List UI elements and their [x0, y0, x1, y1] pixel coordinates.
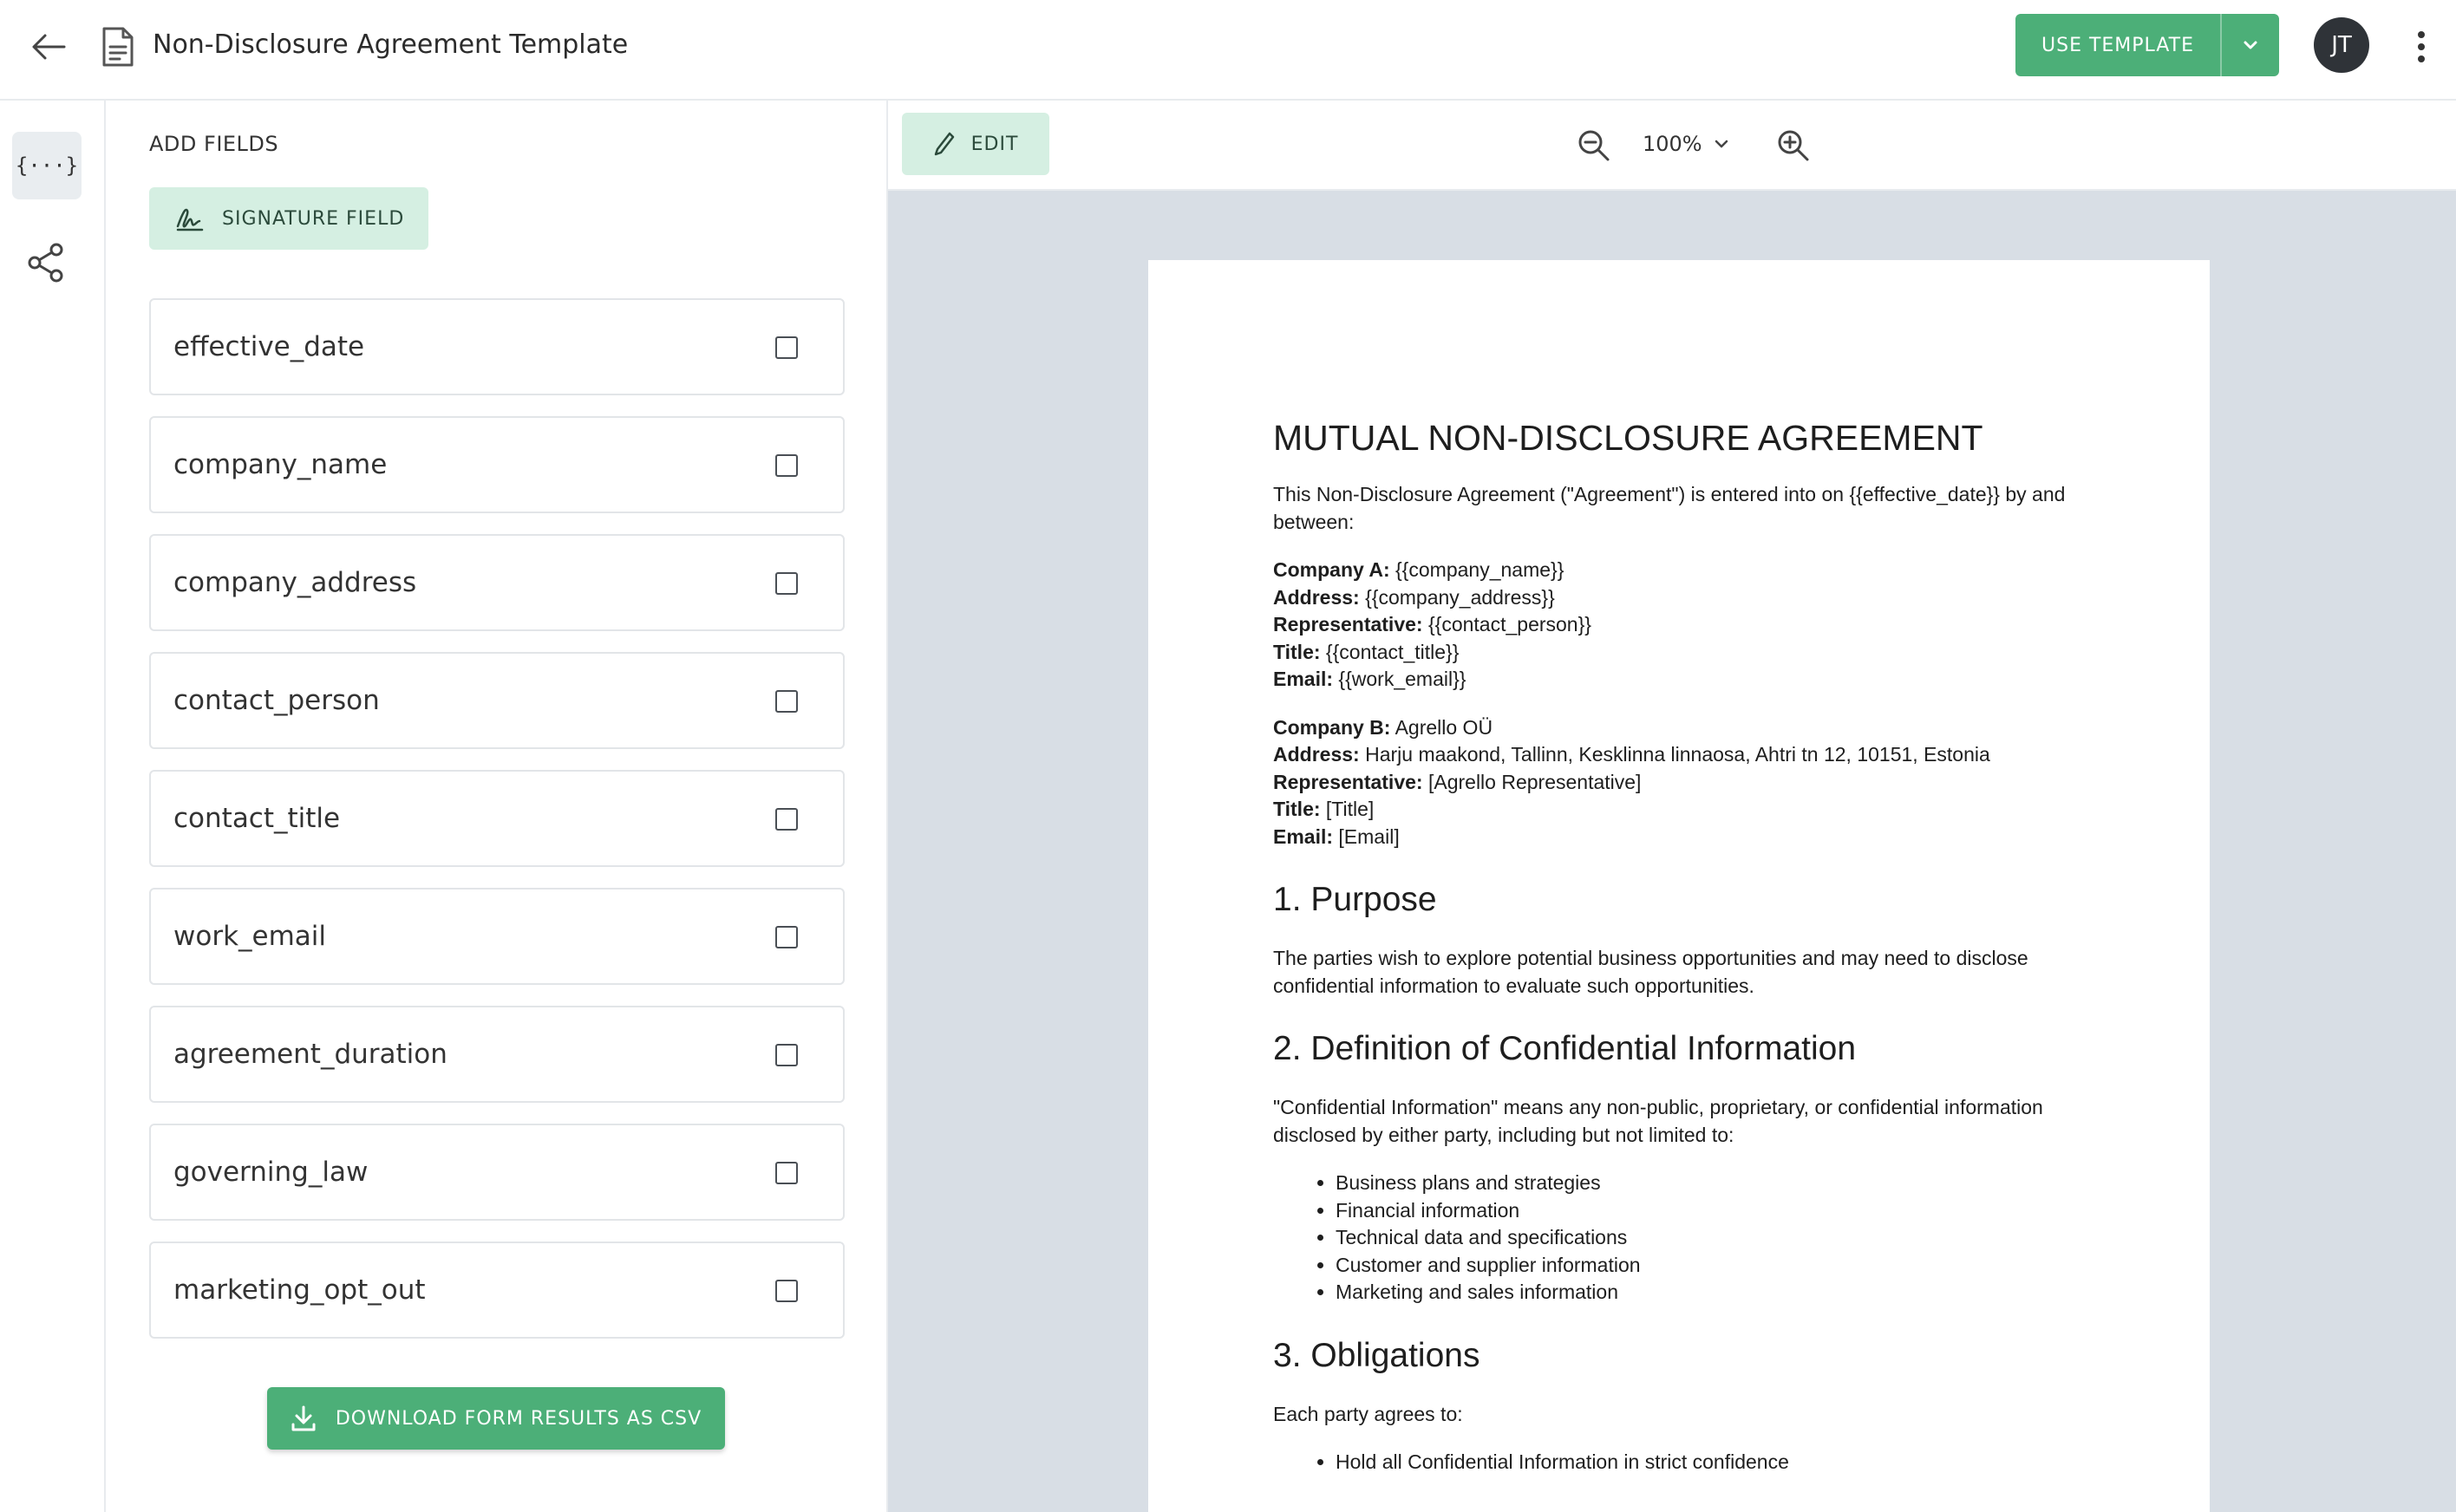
left-rail: [0, 101, 106, 1512]
section-list: [1336, 1449, 2088, 1476]
kv-value: {{company_address}}: [1359, 585, 1555, 609]
download-csv-label: DOWNLOAD FORM RESULTS AS CSV: [335, 1407, 702, 1430]
list-item: • Technical data and specifications: [1336, 1224, 2088, 1252]
kv-key: Email:: [1273, 824, 1334, 848]
field-checkbox[interactable]: [775, 808, 798, 831]
kv-key: Address:: [1273, 743, 1360, 766]
field-checkbox[interactable]: [775, 1162, 798, 1184]
share-icon: [27, 242, 65, 284]
document-icon: [99, 26, 137, 68]
field-checkbox[interactable]: [775, 454, 798, 477]
signature-icon: [175, 205, 205, 231]
kv-value: [Title]: [1320, 798, 1375, 820]
company-b-line: [1273, 769, 2088, 797]
arrow-left-icon: [31, 33, 66, 61]
field-list: [149, 298, 845, 1359]
field-checkbox[interactable]: [775, 336, 798, 359]
zoom-level-select[interactable]: [1643, 132, 1728, 156]
kv-key: Title:: [1273, 798, 1321, 820]
company-a-line: [1273, 557, 2088, 584]
zoom-out-button[interactable]: [1573, 125, 1615, 166]
field-label: company_address: [173, 567, 417, 598]
more-vertical-icon: [2416, 29, 2427, 64]
variables-icon: {···}: [15, 153, 79, 178]
kv-key: Email:: [1273, 668, 1334, 690]
download-icon: [291, 1404, 317, 1432]
field-item-marketing-opt-out[interactable]: [149, 1242, 845, 1339]
kv-key: Address:: [1273, 585, 1360, 609]
signature-field-button[interactable]: [149, 187, 428, 250]
company-a-line: [1273, 639, 2088, 667]
kv-value: {{work_email}}: [1333, 668, 1466, 690]
document-intro: This Non-Disclosure Agreement ("Agreement") is entered into on {{effective_date}} by and between:: [1273, 483, 2066, 533]
kv-value: {{contact_title}}: [1320, 640, 1460, 663]
section-heading: 2. Definition of Confidential Information: [1273, 1030, 1857, 1067]
list-item: • Customer and supplier information: [1336, 1252, 2088, 1280]
section-heading: 3. Obligations: [1273, 1336, 1480, 1374]
field-checkbox[interactable]: [775, 926, 798, 948]
list-item: • Hold all Confidential Information in strict confidence: [1336, 1449, 2088, 1476]
section-text: Each party agrees to:: [1273, 1402, 1463, 1425]
document-content: [1273, 416, 2088, 1500]
kv-key: Representative:: [1273, 770, 1423, 793]
company-a-block: [1273, 557, 2088, 694]
field-label: governing_law: [173, 1157, 369, 1188]
company-a-line: [1273, 584, 2088, 612]
pencil-icon: [933, 131, 956, 157]
kv-key: Title:: [1273, 640, 1321, 663]
use-template-dropdown-button[interactable]: [2222, 14, 2279, 76]
kv-key: Company A:: [1273, 558, 1390, 581]
section-text: The parties wish to explore potential business opportunities and may need to disclose confidential information to evaluate such opportunities.: [1273, 947, 2028, 997]
company-a-line: [1273, 611, 2088, 639]
company-b-line: [1273, 796, 2088, 824]
edit-button[interactable]: [902, 113, 1049, 175]
list-item: • Financial information: [1336, 1197, 2088, 1225]
fields-panel: [106, 101, 888, 1512]
share-tab[interactable]: [21, 238, 71, 288]
field-item-contact-person[interactable]: [149, 652, 845, 749]
field-checkbox[interactable]: [775, 690, 798, 713]
field-item-company-address[interactable]: [149, 534, 845, 631]
zoom-out-icon: [1577, 128, 1611, 163]
kv-value: [Email]: [1333, 824, 1400, 848]
kv-key: Company B:: [1273, 715, 1391, 739]
field-label: agreement_duration: [173, 1039, 447, 1070]
edit-label: EDIT: [970, 133, 1019, 155]
field-label: company_name: [173, 449, 388, 480]
list-item: • Marketing and sales information: [1336, 1279, 2088, 1307]
document-page: [1148, 260, 2210, 1512]
list-item: • Business plans and strategies: [1336, 1170, 2088, 1197]
zoom-in-button[interactable]: [1773, 125, 1814, 166]
zoom-level-value: 100%: [1643, 132, 1702, 156]
zoom-in-icon: [1776, 128, 1811, 163]
section-list: [1336, 1170, 2088, 1307]
chevron-down-icon: [2243, 40, 2258, 50]
kv-value: {{company_name}}: [1389, 558, 1564, 581]
field-item-effective-date[interactable]: [149, 298, 845, 395]
page-title: Non-Disclosure Agreement Template: [153, 29, 629, 60]
field-item-company-name[interactable]: [149, 416, 845, 513]
field-checkbox[interactable]: [775, 1280, 798, 1302]
kv-value: Agrello OÜ: [1390, 715, 1493, 739]
field-label: effective_date: [173, 331, 365, 362]
company-b-line: [1273, 741, 2088, 769]
user-avatar[interactable]: JT: [2314, 17, 2369, 73]
use-template-button[interactable]: USE TEMPLATE: [2015, 14, 2222, 76]
field-item-work-email[interactable]: [149, 888, 845, 985]
back-button[interactable]: [21, 19, 76, 75]
document-toolbar: [888, 101, 2456, 191]
document-title: MUTUAL NON-DISCLOSURE AGREEMENT: [1273, 418, 1983, 458]
use-template-split-button: [2015, 14, 2279, 76]
field-label: marketing_opt_out: [173, 1274, 426, 1306]
download-csv-button[interactable]: [267, 1387, 725, 1450]
add-fields-heading: ADD FIELDS: [149, 132, 279, 156]
company-b-line: [1273, 824, 2088, 851]
company-a-line: [1273, 666, 2088, 694]
app-header: [0, 0, 2456, 101]
field-label: contact_title: [173, 803, 341, 834]
section-heading: 1. Purpose: [1273, 881, 1437, 918]
field-item-governing-law[interactable]: [149, 1124, 845, 1221]
kv-value: {{contact_person}}: [1422, 613, 1591, 635]
kv-value: [Agrello Representative]: [1422, 770, 1642, 793]
kv-key: Representative:: [1273, 613, 1423, 635]
field-checkbox[interactable]: [775, 1044, 798, 1066]
more-options-button[interactable]: [2402, 21, 2440, 73]
document-viewer: [888, 101, 2456, 1512]
section-text: "Confidential Information" means any non-public, proprietary, or confidential information disclosed by either party, including but not limited to:: [1273, 1096, 2043, 1146]
field-label: contact_person: [173, 685, 380, 716]
field-label: work_email: [173, 921, 327, 952]
company-b-block: [1273, 714, 2088, 851]
variables-tab[interactable]: [12, 132, 82, 199]
field-checkbox[interactable]: [775, 572, 798, 595]
company-b-line: [1273, 714, 2088, 742]
chevron-down-icon: [1715, 140, 1728, 148]
kv-value: Harju maakond, Tallinn, Kesklinna linnaosa, Ahtri tn 12, 10151, Estonia: [1359, 743, 1990, 766]
field-item-agreement-duration[interactable]: [149, 1006, 845, 1103]
field-item-contact-title[interactable]: [149, 770, 845, 867]
signature-field-label: SIGNATURE FIELD: [222, 207, 405, 230]
